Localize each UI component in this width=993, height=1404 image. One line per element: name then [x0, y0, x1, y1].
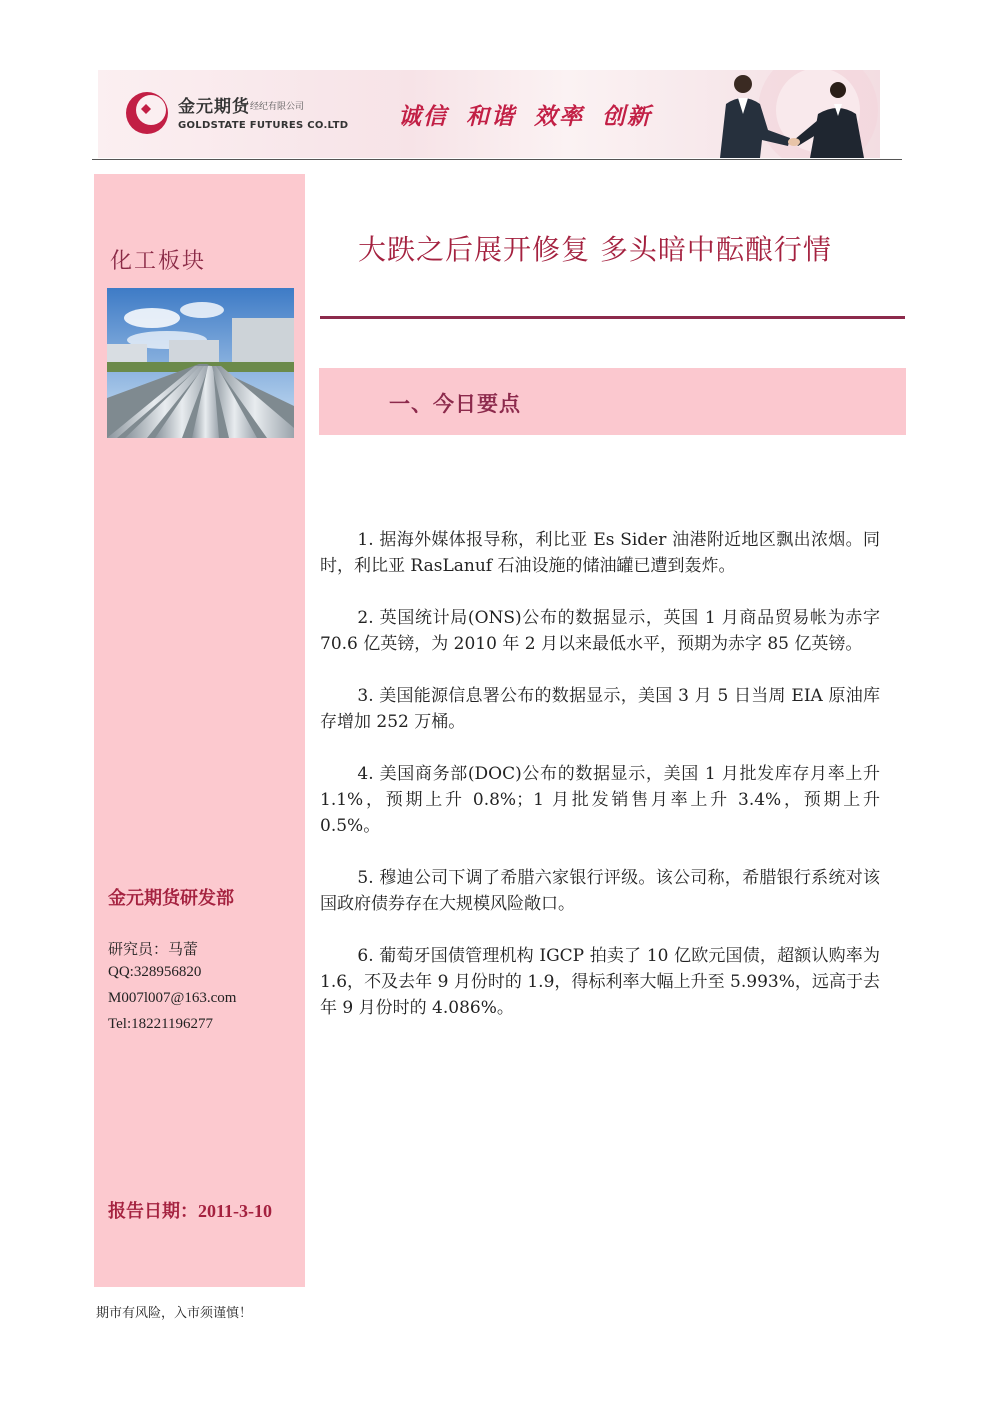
key-points-list — [320, 527, 880, 1047]
pipeline-photo — [107, 288, 294, 438]
title-divider — [320, 316, 905, 319]
slogan: 诚信 和谐 效率 创新 — [398, 104, 653, 130]
analyst-name: 研究员：马蕾 — [108, 942, 199, 958]
research-department: 金元期货研发部 — [108, 888, 234, 909]
contact-phone: Tel:18221196277 — [108, 1016, 214, 1032]
sidebar — [94, 174, 305, 1287]
logo-company-english: GOLDSTATE FUTURES CO.LTD — [178, 120, 349, 131]
section-heading: 一、今日要点 — [389, 392, 521, 416]
report-date: 报告日期：2011-3-10 — [108, 1201, 272, 1221]
logo-company-suffix: 经纪有限公司 — [250, 102, 305, 112]
logo-company-name: 金元期货 — [178, 97, 250, 117]
handshake-image — [698, 70, 880, 158]
key-point-6: 6. 葡萄牙国债管理机构 IGCP 拍卖了 10 亿欧元国债，超额认购率为 1.6，不及去年 9 月份时的 1.9，得标利率大幅上升至 5.993%，远高于去年 9 月份时的 4.086%。 — [320, 946, 880, 1018]
key-point-1: 1. 据海外媒体报导称，利比亚 Es Sider 油港附近地区飘出浓烟。同时，利比亚 RasLanuf 石油设施的储油罐已遭到轰炸。 — [320, 530, 880, 576]
key-point-4: 4. 美国商务部(DOC)公布的数据显示，美国 1 月批发库存月率上升 1.1%，预期上升 0.8%；1 月批发销售月率上升 3.4%，预期上升 0.5%。 — [320, 764, 880, 836]
contact-qq: QQ:328956820 — [108, 964, 202, 980]
key-point-3: 3. 美国能源信息署公布的数据显示，美国 3 月 5 日当周 EIA 原油库存增加 252 万桶。 — [320, 686, 880, 732]
report-title: 大跌之后展开修复 多头暗中酝酿行情 — [358, 233, 832, 266]
sector-title: 化工板块 — [110, 249, 207, 274]
company-logo-icon — [124, 90, 170, 136]
key-point-5: 5. 穆迪公司下调了希腊六家银行评级。该公司称，希腊银行系统对该国政府债券存在大规模风险敞口。 — [320, 868, 880, 914]
header-divider — [92, 159, 902, 160]
header-banner — [98, 70, 880, 158]
contact-email: M007l007@163.com — [108, 990, 237, 1006]
section-header-bar — [319, 368, 906, 435]
risk-disclaimer: 期市有风险，入市须谨慎！ — [96, 1306, 253, 1321]
key-point-2: 2. 英国统计局(ONS)公布的数据显示，英国 1 月商品贸易帐为赤字 70.6 亿英镑，为 2010 年 2 月以来最低水平，预期为赤字 85 亿英镑。 — [320, 608, 880, 654]
